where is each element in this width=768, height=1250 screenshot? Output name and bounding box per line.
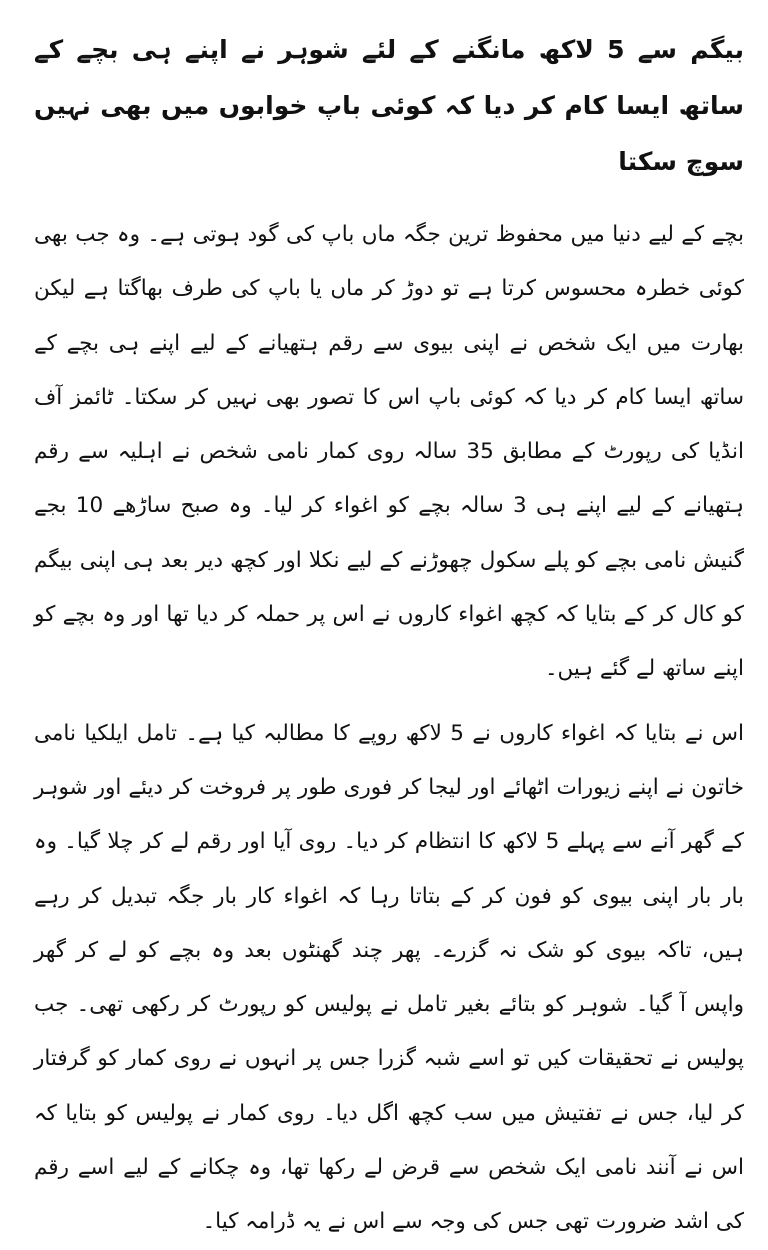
article-paragraph-2: اس نے بتایا کہ اغواء کاروں نے 5 لاکھ روپے کا مطالبہ کیا ہے۔ تامل ایلکیا نامی خاتون نے اپنے زیورات اٹھائے اور لیجا کر فوری طور پر فروخت کر دیئے اور شوہر کے گھر آنے سے پہلے 5 لاکھ کا انتظام کر دیا۔ روی آیا اور رقم لے کر چلا گیا۔ وہ بار بار اپنی بیوی کو فون کر کے بتاتا رہا کہ اغواء کار بار جگہ تبدیل کر رہے ہیں، تاکہ بیوی کو شک نہ گزرے۔ پھر چند گھنٹوں بعد وہ بچے کو لے کر گھر واپس آ گیا۔ شوہر کو بتائے بغیر تامل نے پولیس کو رپورٹ کر رکھی تھی۔ جب پولیس نے تحقیقات کیں تو اسے شبہ گزرا جس پر انہوں نے روی کمار کو گرفتار کر لیا، جس نے تفتیش میں سب کچھ اگل دیا۔ روی کمار نے پولیس کو بتایا کہ اس نے آنند نامی ایک شخص سے قرض لے رکھا تھا، وہ چکانے کے لیے اسے رقم کی اشد ضرورت تھی جس کی وجہ سے اس نے یہ ڈرامہ کیا۔ [34,720,745,1235]
article-headline: بیگم سے 5 لاکھ مانگنے کے لئے شوہر نے اپنے ہی بچے کے ساتھ ایسا کام کر دیا کہ کوئی باپ خوابوں میں بھی نہیں سوچ سکتا [34,35,744,176]
article-paragraph-1: بچے کے لیے دنیا میں محفوظ ترین جگہ ماں باپ کی گود ہوتی ہے۔ وہ جب بھی کوئی خطرہ محسوس کرتا ہے تو دوڑ کر ماں یا باپ کی طرف بھاگتا ہے لیکن بھارت میں ایک شخص نے اپنی بیوی سے رقم ہتھیانے کے لیے اپنے ہی بچے کے ساتھ ایسا کام کر دیا کہ کوئی باپ اس کا تصور بھی نہیں کر سکتا۔ ٹائمز آف انڈیا کی رپورٹ کے مطابق 35 سالہ روی کمار نامی شخص نے اہلیہ سے رقم ہتھیانے کے لیے اپنے ہی 3 سالہ بچے کو اغواء کر لیا۔ وہ صبح ساڑھے 10 بجے گنیش نامی بچے کو پلے سکول چھوڑنے کے لیے نکلا اور کچھ دیر بعد ہی اپنی بیگم کو کال کر کے بتایا کہ کچھ اغواء کاروں نے اس پر حملہ کر دیا تھا اور وہ بچے کو اپنے ساتھ لے گئے ہیں۔ [34,222,744,682]
